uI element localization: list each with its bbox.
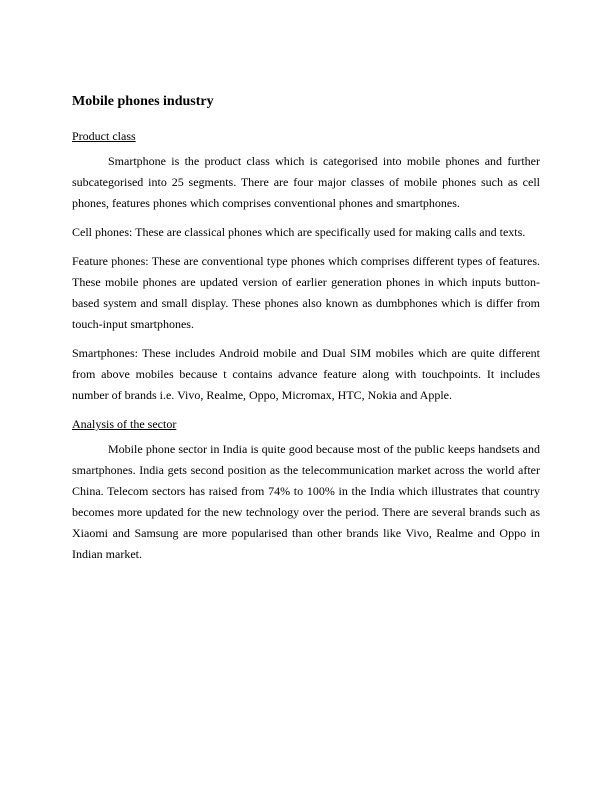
document-title: Mobile phones industry [72, 94, 214, 109]
paragraph: Mobile phone sector in India is quite good because most of the public keeps handsets and smartphones. India gets second position as the telecommunication market across the world after China. Telecom sectors has raised from 74% to 100% in the India which illustrates that country becomes more updated for the new technology over the period. There are several brands such as Xiaomi and Samsung are more popularised than other brands like Vivo, Realme and Oppo in Indian market. [72, 442, 540, 561]
paragraph: Smartphones: These includes Android mobile and Dual SIM mobiles which are quite different from above mobiles because t contains advance feature along with touchpoints. It includes number of brands i.e. Vivo, Realme, Oppo, Micromax, HTC, Nokia and Apple. [72, 346, 540, 402]
document-body [72, 126, 540, 565]
section-heading: Analysis of the sector [72, 417, 177, 431]
paragraph: Feature phones: These are conventional type phones which comprises different types of features. These mobile phones are updated version of earlier generation phones in which inputs button-based system and small display. These phones also known as dumbphones which is differ from touch-input smartphones. [72, 254, 540, 331]
paragraph: Smartphone is the product class which is categorised into mobile phones and further subcategorised into 25 segments. There are four major classes of mobile phones such as cell phones, features phones which comprises conventional phones and smartphones. [72, 154, 540, 210]
section-heading: Product class [72, 129, 136, 143]
paragraph: Cell phones: These are classical phones which are specifically used for making calls and texts. [72, 225, 526, 239]
